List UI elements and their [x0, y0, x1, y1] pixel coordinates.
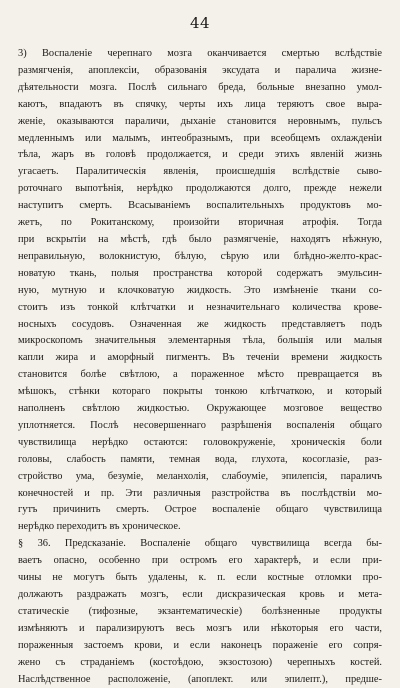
text-line: жетъ, по Рокитанскому, произойти вторичная атрофія. Тогда — [18, 217, 382, 229]
text-line: чувствилища нерѣдко остаются: головокруженіе, хроническія боли — [18, 436, 382, 448]
text-line: пораженныя застоемъ крови, и если наконецъ пораженіе его сопря- — [18, 639, 382, 651]
text-line: размягченія, апоплексіи, образованія эксудата и паралича жизне- — [18, 64, 382, 76]
text-line: женіе, оказываются параличи, дыханіе становится неровнымъ, пульсъ — [18, 115, 382, 127]
text-line: медленнымъ или малымъ, интеобразнымъ, при всеобщемъ охлажденіи — [18, 132, 382, 144]
text-line: роточнаго выпотѣнія, нерѣдко продолжаются долго, прежде нежели — [18, 183, 382, 195]
text-line: дѣятельности мозга. Послѣ сильнаго бреда, больные внезапно умол- — [18, 81, 382, 93]
text-line: стоитъ изъ тонкой клѣтчатки и незначительнаго количества крове- — [18, 301, 382, 313]
text-line: угасаетъ. Паралитическія явленія, происшедшія вслѣдствіе сыво- — [18, 166, 382, 178]
text-line: мѣшокъ, стѣнки котораго покрыты тонкою клѣтчаткою, и который — [18, 386, 382, 398]
text-line: стройство ума, безуміе, меланхолія, слабоуміе, эпилепсія, параличъ — [18, 470, 382, 482]
text-line: тѣла, жаръ въ головѣ продолжается, и среди этихъ явленій жизнь — [18, 149, 382, 161]
text-line: новатую ткань, полыя пространства которой содержатъ эмульсин- — [18, 267, 382, 279]
text-line: нерѣдко переходитъ въ хроническое. — [18, 521, 181, 533]
text-line: измѣняютъ и парализируютъ весь мозгъ или нѣкоторыя его части, — [18, 622, 382, 634]
text-line: гутъ причинить смерть. Острое воспаленіе общаго чувствилища — [18, 504, 382, 516]
text-line: § 36. Предсказаніе. Воспаленіе общаго чувствилища всегда бы- — [18, 538, 382, 550]
text-line: 3) Воспаленіе черепнаго мозга оканчивается смертью вслѣдствіе — [18, 48, 382, 59]
text-line: ную, мутную и клочковатую жидкость. Это измѣненіе ткани со- — [18, 284, 382, 296]
text-line: головы, слабость памяти, темная вода, глухота, косоглазіе, раз- — [18, 453, 382, 465]
text-line: конечностей и пр. Эти различныя разстройства въ послѣдствіи мо- — [18, 487, 382, 499]
text-line: ваетъ опасно, особенно при остромъ его характерѣ, и если при- — [18, 555, 382, 567]
text-line: наполненъ свѣтлою жидкостью. Окружающее мозговое вещество — [18, 403, 382, 415]
text-line: неправильную, волокнистую, бѣлую, сѣрую или блѣдно-желто-крас- — [18, 250, 382, 262]
text-line: жено съ страданіемъ (костоѣдою, экзостозою) черепныхъ костей. — [18, 656, 382, 668]
text-line: Наслѣдственное расположеніе, (апоплект. или эпилепт.), предше- — [18, 673, 382, 685]
text-line: должаютъ раздражать мозгъ, если дискразическая кровь и мета- — [18, 589, 382, 600]
text-line: капли жира и аморфный пигментъ. Въ теченіи времени жидкость — [18, 352, 382, 364]
text-line: микроскопомъ значительныя элементарныя тѣла, большія или малыя — [18, 335, 382, 347]
text-line: уплотняется. Послѣ несовершеннаго разрѣшенія воспаленія общаго — [18, 419, 382, 431]
text-line: каютъ, впадаютъ въ спячку, черты ихъ лица теряютъ свое выра- — [18, 98, 382, 110]
text-line: статическіе (тифозные, экзантематическіе) болѣзненные продукты — [18, 605, 382, 617]
page-number: 44 — [189, 14, 211, 32]
text-line: носныхъ сосудовъ. Означенная же жидкость представляетъ подъ — [18, 318, 382, 330]
text-line: становится болѣе свѣтлою, а пораженное мѣсто превращается въ — [18, 369, 382, 381]
text-line: чины не могутъ быть удалены, к. п. если костные отломки про- — [18, 572, 382, 584]
body-text — [18, 46, 382, 688]
text-line: наступитъ смерть. Всасываніемъ воспалительныхъ продуктовъ мо- — [18, 200, 382, 212]
text-line: при вскрытіи на мѣстѣ, гдѣ было размягченіе, находятъ нѣжную, — [18, 233, 382, 245]
